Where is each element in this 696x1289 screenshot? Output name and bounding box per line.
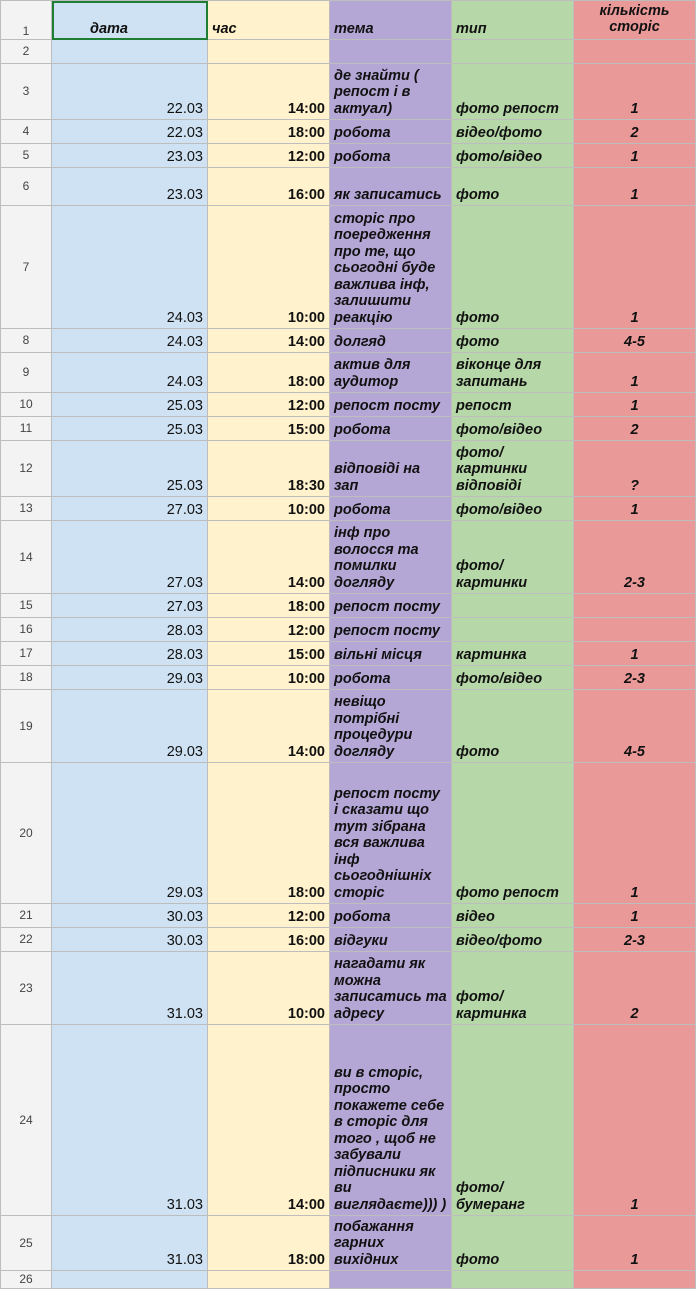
header-type[interactable]: тип (452, 1, 574, 40)
cell-topic[interactable]: ви в сторіс, просто покажете себе в сторіс для того , щоб не забували підписники як ви виглядаєте))) ) (330, 1025, 452, 1216)
cell-date[interactable]: 22.03 (52, 64, 208, 120)
cell-topic[interactable]: відповіді на зап (330, 441, 452, 497)
table-row (1, 168, 696, 206)
cell-count[interactable]: 1 (574, 393, 696, 417)
row-number[interactable]: 17 (1, 642, 52, 666)
cell-time[interactable]: 18:00 (208, 120, 330, 144)
cell-count[interactable]: 2-3 (574, 666, 696, 690)
header-date[interactable]: дата (52, 1, 208, 40)
cell-time[interactable]: 12:00 (208, 904, 330, 928)
cell-topic[interactable]: інф про волосся та помилки догляду (330, 521, 452, 594)
cell-time[interactable]: 18:00 (208, 594, 330, 618)
table-row (1, 690, 696, 763)
cell-date[interactable]: 24.03 (52, 206, 208, 329)
table-row (1, 417, 696, 441)
row-number[interactable]: 20 (1, 763, 52, 904)
cell-type[interactable] (452, 1271, 574, 1289)
cell-topic[interactable]: сторіс про поередження про те, що сьогодні буде важлива інф, залишити реакцію (330, 206, 452, 329)
row-number[interactable]: 2 (1, 40, 52, 64)
table-row (1, 1216, 696, 1271)
cell-topic[interactable]: робота (330, 144, 452, 168)
table-row (1, 521, 696, 594)
row-number[interactable]: 18 (1, 666, 52, 690)
row-number[interactable]: 6 (1, 168, 52, 206)
cell-count[interactable] (574, 40, 696, 64)
table-row (1, 904, 696, 928)
table-row (1, 393, 696, 417)
cell-topic[interactable]: де знайти ( репост і в актуал) (330, 64, 452, 120)
row-number[interactable]: 25 (1, 1216, 52, 1271)
cell-time[interactable]: 18:00 (208, 763, 330, 904)
cell-type[interactable]: фото/бумеранг (452, 1025, 574, 1216)
cell-type[interactable]: фото (452, 1216, 574, 1271)
cell-count[interactable]: 2-3 (574, 928, 696, 952)
cell-time[interactable]: 10:00 (208, 497, 330, 521)
cell-date[interactable]: 29.03 (52, 690, 208, 763)
cell-date[interactable]: 31.03 (52, 1025, 208, 1216)
cell-count[interactable]: 2 (574, 952, 696, 1025)
cell-date[interactable]: 28.03 (52, 618, 208, 642)
cell-date[interactable]: 25.03 (52, 441, 208, 497)
cell-type[interactable]: фото/ картинка (452, 952, 574, 1025)
cell-date[interactable]: 27.03 (52, 521, 208, 594)
cell-count[interactable]: 2 (574, 120, 696, 144)
cell-time[interactable]: 18:00 (208, 353, 330, 393)
cell-date[interactable]: 31.03 (52, 1216, 208, 1271)
cell-time[interactable]: 14:00 (208, 64, 330, 120)
table-row (1, 1271, 696, 1289)
cell-topic[interactable]: робота (330, 417, 452, 441)
cell-topic[interactable]: репост посту (330, 594, 452, 618)
cell-type[interactable]: фото/відео (452, 666, 574, 690)
cell-time[interactable]: 14:00 (208, 521, 330, 594)
cell-count[interactable]: 1 (574, 144, 696, 168)
cell-date[interactable]: 23.03 (52, 168, 208, 206)
table-row (1, 666, 696, 690)
cell-type[interactable]: репост (452, 393, 574, 417)
table-row (1, 441, 696, 497)
cell-date[interactable]: 29.03 (52, 763, 208, 904)
row-number[interactable]: 14 (1, 521, 52, 594)
table-row (1, 40, 696, 64)
header-topic[interactable]: тема (330, 1, 452, 40)
cell-time[interactable] (208, 1271, 330, 1289)
cell-time[interactable]: 18:00 (208, 1216, 330, 1271)
cell-topic[interactable]: актив для аудитор (330, 353, 452, 393)
cell-topic[interactable]: долгяд (330, 329, 452, 353)
cell-type[interactable]: фото/відео (452, 417, 574, 441)
cell-type[interactable] (452, 594, 574, 618)
cell-count[interactable]: 4-5 (574, 690, 696, 763)
cell-date[interactable]: 30.03 (52, 928, 208, 952)
cell-topic[interactable]: як записатись (330, 168, 452, 206)
cell-type[interactable]: фото (452, 168, 574, 206)
cell-count[interactable]: 2-3 (574, 521, 696, 594)
cell-topic[interactable] (330, 40, 452, 64)
cell-date[interactable]: 27.03 (52, 594, 208, 618)
cell-topic[interactable]: робота (330, 666, 452, 690)
cell-time[interactable] (208, 40, 330, 64)
cell-date[interactable]: 27.03 (52, 497, 208, 521)
cell-topic[interactable]: відгуки (330, 928, 452, 952)
cell-date[interactable]: 23.03 (52, 144, 208, 168)
row-number[interactable]: 21 (1, 904, 52, 928)
row-number[interactable]: 8 (1, 329, 52, 353)
table-row (1, 144, 696, 168)
table-row (1, 594, 696, 618)
cell-date[interactable]: 22.03 (52, 120, 208, 144)
row-number[interactable]: 1 (1, 1, 52, 40)
table-row (1, 1025, 696, 1216)
cell-count[interactable] (574, 618, 696, 642)
cell-type[interactable]: фото/ картинки відповіді (452, 441, 574, 497)
cell-topic[interactable]: репост посту і сказати що тут зібрана вся важлива інф сьогоднішніх сторіс (330, 763, 452, 904)
row-number[interactable]: 16 (1, 618, 52, 642)
cell-count[interactable]: 1 (574, 904, 696, 928)
header-time[interactable]: час (208, 1, 330, 40)
row-number[interactable]: 15 (1, 594, 52, 618)
cell-type[interactable]: картинка (452, 642, 574, 666)
table-row (1, 120, 696, 144)
cell-date[interactable]: 31.03 (52, 952, 208, 1025)
cell-date[interactable]: 30.03 (52, 904, 208, 928)
row-number[interactable]: 13 (1, 497, 52, 521)
table-row (1, 763, 696, 904)
cell-count[interactable]: 1 (574, 168, 696, 206)
cell-count[interactable]: 1 (574, 353, 696, 393)
cell-topic[interactable]: робота (330, 120, 452, 144)
cell-type[interactable]: фото/ картинки (452, 521, 574, 594)
cell-time[interactable]: 14:00 (208, 1025, 330, 1216)
table-row (1, 206, 696, 329)
cell-date[interactable]: 28.03 (52, 642, 208, 666)
cell-time[interactable]: 12:00 (208, 618, 330, 642)
cell-date[interactable]: 24.03 (52, 329, 208, 353)
cell-topic[interactable]: репост посту (330, 618, 452, 642)
header-count[interactable]: кількість сторіс (574, 1, 696, 40)
row-number[interactable]: 9 (1, 353, 52, 393)
cell-date[interactable]: 29.03 (52, 666, 208, 690)
row-number[interactable]: 3 (1, 64, 52, 120)
cell-time[interactable]: 16:00 (208, 168, 330, 206)
cell-topic[interactable]: невіщо потрібні процедури догляду (330, 690, 452, 763)
cell-count[interactable]: 1 (574, 64, 696, 120)
header-row (1, 1, 696, 40)
cell-topic[interactable]: робота (330, 497, 452, 521)
cell-count[interactable]: 1 (574, 1216, 696, 1271)
table-row (1, 952, 696, 1025)
table-row (1, 329, 696, 353)
cell-count[interactable]: ? (574, 441, 696, 497)
cell-type[interactable]: фото (452, 690, 574, 763)
row-number[interactable]: 26 (1, 1271, 52, 1289)
cell-time[interactable]: 10:00 (208, 206, 330, 329)
row-number[interactable]: 10 (1, 393, 52, 417)
cell-date[interactable] (52, 1271, 208, 1289)
row-number[interactable]: 4 (1, 120, 52, 144)
row-number[interactable]: 19 (1, 690, 52, 763)
cell-time[interactable]: 12:00 (208, 393, 330, 417)
cell-date[interactable]: 24.03 (52, 353, 208, 393)
table-row (1, 64, 696, 120)
cell-date[interactable]: 25.03 (52, 393, 208, 417)
row-number[interactable]: 7 (1, 206, 52, 329)
cell-topic[interactable]: нагадати як можна записатись та адресу (330, 952, 452, 1025)
row-number[interactable]: 22 (1, 928, 52, 952)
cell-date[interactable] (52, 40, 208, 64)
cell-type[interactable]: фото/відео (452, 144, 574, 168)
cell-count[interactable]: 1 (574, 206, 696, 329)
cell-count[interactable] (574, 594, 696, 618)
cell-topic[interactable]: робота (330, 904, 452, 928)
cell-topic[interactable]: репост посту (330, 393, 452, 417)
cell-type[interactable]: фото репост (452, 64, 574, 120)
row-number[interactable]: 5 (1, 144, 52, 168)
cell-count[interactable]: 1 (574, 1025, 696, 1216)
table-row (1, 642, 696, 666)
cell-count[interactable]: 1 (574, 497, 696, 521)
cell-type[interactable]: фото репост (452, 763, 574, 904)
cell-type[interactable]: відео (452, 904, 574, 928)
table-row (1, 353, 696, 393)
cell-time[interactable]: 10:00 (208, 952, 330, 1025)
cell-topic[interactable]: вільні місця (330, 642, 452, 666)
cell-time[interactable]: 18:30 (208, 441, 330, 497)
cell-time[interactable]: 14:00 (208, 690, 330, 763)
cell-type[interactable] (452, 40, 574, 64)
cell-type[interactable]: віконце для запитань (452, 353, 574, 393)
cell-type[interactable]: фото/відео (452, 497, 574, 521)
cell-time[interactable]: 12:00 (208, 144, 330, 168)
cell-time[interactable]: 14:00 (208, 329, 330, 353)
cell-type[interactable]: фото (452, 329, 574, 353)
row-number[interactable]: 23 (1, 952, 52, 1025)
cell-time[interactable]: 15:00 (208, 642, 330, 666)
cell-time[interactable]: 15:00 (208, 417, 330, 441)
cell-type[interactable]: відео/фото (452, 120, 574, 144)
cell-date[interactable]: 25.03 (52, 417, 208, 441)
cell-count[interactable]: 1 (574, 763, 696, 904)
cell-type[interactable] (452, 618, 574, 642)
cell-type[interactable]: відео/фото (452, 928, 574, 952)
cell-topic[interactable] (330, 1271, 452, 1289)
cell-count[interactable]: 1 (574, 642, 696, 666)
cell-type[interactable]: фото (452, 206, 574, 329)
row-number[interactable]: 11 (1, 417, 52, 441)
table-row (1, 618, 696, 642)
row-number[interactable]: 24 (1, 1025, 52, 1216)
cell-count[interactable] (574, 1271, 696, 1289)
cell-count[interactable]: 2 (574, 417, 696, 441)
table-row (1, 928, 696, 952)
cell-time[interactable]: 16:00 (208, 928, 330, 952)
table-row (1, 497, 696, 521)
cell-count[interactable]: 4-5 (574, 329, 696, 353)
cell-time[interactable]: 10:00 (208, 666, 330, 690)
row-number[interactable]: 12 (1, 441, 52, 497)
cell-topic[interactable]: побажання гарних вихідних (330, 1216, 452, 1271)
